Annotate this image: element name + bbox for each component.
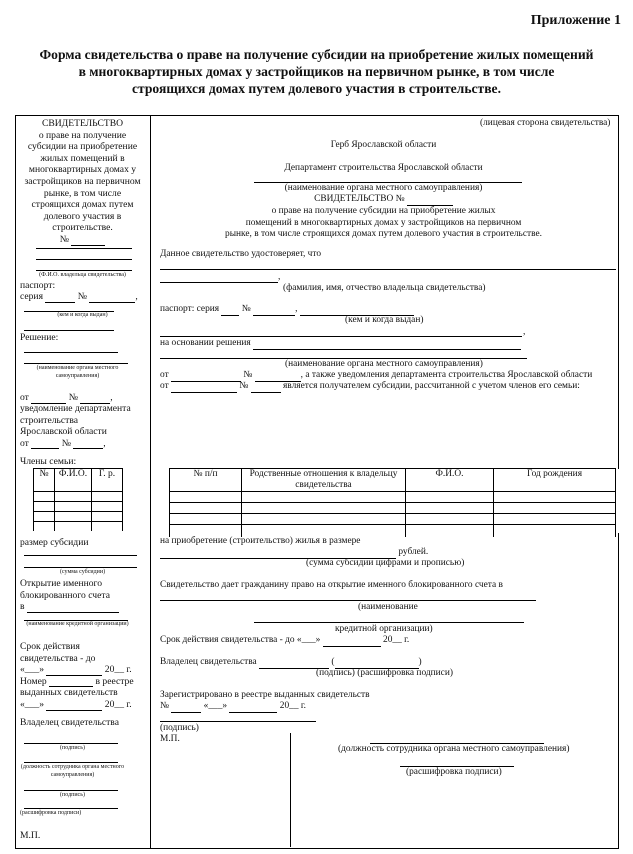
department-label: Департамент строительства Ярославской области xyxy=(284,163,483,173)
decision-date-field[interactable] xyxy=(171,371,241,382)
col-header: Ф.И.О. xyxy=(406,469,494,492)
table-cell[interactable] xyxy=(242,492,406,503)
rubles-label: рублей. xyxy=(398,547,429,557)
decision-line-1[interactable] xyxy=(24,352,118,353)
cert-line: рынке, в том числе строящихся домах путем долевого участия в строительстве. xyxy=(225,229,542,239)
table-row xyxy=(34,502,123,512)
register-label: Номер xyxy=(20,675,47,687)
table-cell[interactable] xyxy=(34,492,55,502)
no-label: № xyxy=(160,701,169,711)
stub-subtitle-line: субсидии на приобретение xyxy=(27,141,138,153)
stub-number-field[interactable] xyxy=(71,235,105,246)
no-label: № xyxy=(77,291,87,302)
cert-number-field[interactable] xyxy=(407,195,453,206)
notice-date-field[interactable] xyxy=(171,382,237,393)
month-field[interactable] xyxy=(46,665,102,676)
notice-date-field[interactable] xyxy=(31,438,59,449)
number-label: № xyxy=(59,233,69,245)
cert-description xyxy=(150,206,617,241)
cert-number-row xyxy=(150,194,617,206)
stub-subtitle-line: строящихся домах путем xyxy=(31,199,134,211)
no-label: № xyxy=(68,392,78,403)
no-label: № xyxy=(239,381,249,391)
passport-row: паспорт: серия № , xyxy=(160,304,414,316)
title-line: в многоквартирных домах у застройщиков на первичном рынке, в том числе xyxy=(78,64,555,79)
table-cell[interactable] xyxy=(170,514,242,525)
table-cell[interactable] xyxy=(406,514,494,525)
subsidy-label: размер субсидии xyxy=(20,537,89,548)
notice-line: уведомление департамента xyxy=(20,403,131,414)
form-title xyxy=(0,46,633,97)
no-label: № xyxy=(241,304,251,314)
table-cell[interactable] xyxy=(34,512,55,522)
amount-field[interactable] xyxy=(160,548,396,559)
owner-name-line-2[interactable] xyxy=(160,282,278,283)
validity-line: Срок действия xyxy=(20,641,80,652)
account-line: в xyxy=(20,601,25,613)
notice-date-row: от № , xyxy=(20,437,106,449)
day-field[interactable]: «___» xyxy=(20,698,44,710)
recipient-tail: является получателем субсидии, рассчитанной с учетом членов его семьи: xyxy=(283,381,580,391)
notice-line: строительства xyxy=(20,414,79,426)
owner-caption: (фамилия, имя, отчество владельца свидетельства) xyxy=(283,283,486,293)
bank-line-1[interactable] xyxy=(160,600,536,601)
notice-row xyxy=(160,370,592,382)
validity-block xyxy=(20,641,145,711)
table-cell[interactable] xyxy=(494,503,616,514)
registered-text: Зарегистрировано в реестре выданных свидетельств xyxy=(160,690,370,700)
owner-caption: (Ф.И.О. владельца свидетельства) xyxy=(39,272,126,278)
table-cell[interactable] xyxy=(494,525,616,538)
table-row xyxy=(34,512,123,522)
from-label: от xyxy=(20,437,29,449)
table-cell[interactable] xyxy=(34,502,55,512)
decode-caption: (расшифровка подписи) xyxy=(406,767,502,777)
account-line: блокированного счета xyxy=(20,589,110,601)
table-cell[interactable] xyxy=(92,492,123,502)
coat-of-arms-label: Герб Ярославской области xyxy=(330,140,437,150)
title-line: строящихся домах путем долевого участия в строительстве. xyxy=(131,81,501,96)
family-label: Члены семьи: xyxy=(20,456,77,467)
passport-label: паспорт: xyxy=(20,280,56,291)
holder-label: Владелец свидетельства xyxy=(160,657,257,667)
bank-caption-2: кредитной организации) xyxy=(335,624,433,634)
sign-caption: (подпись) xyxy=(60,792,85,798)
table-cell[interactable] xyxy=(92,512,123,522)
from-label: от xyxy=(160,370,169,380)
passport-number-field[interactable] xyxy=(89,292,135,303)
purchase-text: на приобретение (строительство) жилья в размере xyxy=(160,536,361,546)
cert-number-label: СВИДЕТЕЛЬСТВО № xyxy=(314,194,405,204)
recipient-row xyxy=(160,381,580,393)
from-label: от xyxy=(20,392,29,403)
frame-gap xyxy=(616,469,620,533)
issued-line-2[interactable] xyxy=(24,330,114,331)
decode-caption: (расшифровка подписи) xyxy=(20,810,82,816)
table-cell[interactable] xyxy=(55,512,92,522)
bank-caption-1: (наименование xyxy=(358,602,418,612)
passport-series-field[interactable] xyxy=(221,305,239,316)
table-cell[interactable] xyxy=(170,492,242,503)
register-number-field[interactable] xyxy=(49,676,93,687)
passport-issued-field[interactable] xyxy=(300,305,414,316)
table-cell[interactable] xyxy=(92,522,123,532)
stub-family-table xyxy=(33,468,123,531)
year-suffix: 20__ г. xyxy=(104,698,132,710)
validity-month-field[interactable] xyxy=(323,636,381,647)
table-row xyxy=(34,522,123,532)
stub-subtitle-line: строительстве. xyxy=(52,222,113,234)
month-field[interactable] xyxy=(46,700,102,711)
bank-field[interactable] xyxy=(27,602,119,613)
passport-number-field[interactable] xyxy=(253,305,295,316)
series-row: серия № , xyxy=(20,291,138,302)
table-cell[interactable] xyxy=(242,514,406,525)
position-caption: (должность сотрудника органа местного самоуправления) xyxy=(338,744,570,754)
cert-line: помещений в многоквартирных домах у застройщиков на первичном xyxy=(245,217,522,228)
year-suffix: 20__ г. xyxy=(104,664,132,676)
no-label: № xyxy=(243,370,253,380)
table-row xyxy=(34,492,123,502)
decision-date-field[interactable] xyxy=(31,393,66,404)
registry-month-field[interactable] xyxy=(229,702,277,713)
signature-separator xyxy=(290,733,291,847)
table-cell[interactable] xyxy=(494,492,616,503)
decision-label: Решение: xyxy=(20,332,59,343)
table-cell[interactable] xyxy=(92,502,123,512)
table-row xyxy=(170,514,616,525)
notice-tail: , а также уведомления департамента строительства Ярославской области xyxy=(300,370,593,380)
bank-caption: (наименование кредитной организации) xyxy=(26,621,129,627)
col-header: № п/п xyxy=(170,469,242,492)
year-suffix: 20__ г. xyxy=(383,635,410,645)
notice-number-field[interactable] xyxy=(73,438,103,449)
account-text: Свидетельство дает гражданину право на открытие именного блокированного счета в xyxy=(160,580,503,590)
table-cell[interactable] xyxy=(55,502,92,512)
owner-name-line-1[interactable] xyxy=(160,269,616,270)
table-row xyxy=(170,492,616,503)
no-label: № xyxy=(61,437,71,449)
table-cell[interactable] xyxy=(406,503,494,514)
table-cell[interactable] xyxy=(170,503,242,514)
sign-caption: (подпись) xyxy=(60,745,85,751)
table-cell[interactable] xyxy=(406,492,494,503)
validity-row xyxy=(160,635,409,647)
registry-number-field[interactable] xyxy=(171,702,201,713)
table-row xyxy=(170,503,616,514)
registry-row xyxy=(160,701,306,713)
owner-line-2[interactable] xyxy=(36,259,132,260)
stub-subtitle-line: многоквартирных домах у xyxy=(28,164,137,176)
passport-series-label: паспорт: серия xyxy=(160,304,220,314)
stub-subtitle-line: рынке, в том числе xyxy=(43,187,122,199)
col-header: Родственные отношения к владельцу свидетельства xyxy=(242,469,406,492)
series-label: серия xyxy=(20,291,43,302)
validity-line: свидетельства - до xyxy=(20,652,96,664)
table-cell[interactable] xyxy=(34,522,55,532)
from-label: от xyxy=(160,381,169,391)
stub-subtitle-line: застройщиков на первичном xyxy=(24,175,141,187)
holder-caption: (подпись) (расшифровка подписи) xyxy=(316,668,453,678)
register-line2: выданных свидетельств xyxy=(20,687,118,699)
table-cell[interactable] xyxy=(55,492,92,502)
col-header: Г. р. xyxy=(92,469,123,492)
authority-caption-2: (наименование органа местного самоуправления) xyxy=(285,359,483,369)
col-header: Ф.И.О. xyxy=(55,469,92,492)
validity-text: Срок действия свидетельства - до «___» xyxy=(160,635,321,645)
stamp-label: М.П. xyxy=(160,734,180,744)
stub-subtitle-line: о праве на получение xyxy=(38,129,127,141)
issued-caption: (кем и когда выдан) xyxy=(57,312,108,318)
holder-row: Владелец свидетельства ( ) xyxy=(160,657,422,667)
registry-sign-line[interactable] xyxy=(160,721,316,722)
face-side-label: (лицевая сторона свидетельства) xyxy=(480,118,611,128)
cert-line: о праве на получение субсидии на приобретение жилых xyxy=(271,206,496,216)
issued-line-2[interactable] xyxy=(160,336,522,337)
title-line: Форма свидетельства о праве на получение субсидии на приобретение жилых помещений xyxy=(39,47,594,62)
year-suffix: 20__ г. xyxy=(279,701,306,711)
stub-number-row xyxy=(20,234,145,246)
stub-subtitle-line: долевого участия в xyxy=(43,210,122,222)
position-caption: (должность сотрудника органа местного самоуправления) xyxy=(20,764,125,778)
notice-number-field[interactable] xyxy=(251,382,281,393)
appendix-label: Приложение 1 xyxy=(530,13,621,28)
family-table xyxy=(169,468,616,537)
decision-row xyxy=(160,338,521,350)
stamp-label: М.П. xyxy=(20,830,41,841)
decision-number-field[interactable] xyxy=(255,371,301,382)
stub-subtitle-line: жилых помещений в xyxy=(40,152,125,164)
amount-row xyxy=(160,547,428,559)
registry-day-field[interactable]: «___» xyxy=(203,701,228,711)
bank-line-2[interactable] xyxy=(254,622,524,623)
table-cell[interactable] xyxy=(494,514,616,525)
register-suffix: в реестре xyxy=(95,675,134,687)
certifies-text: Данное свидетельство удостоверяет, что xyxy=(160,249,322,259)
day-field[interactable]: «___» xyxy=(20,664,44,676)
table-cell[interactable] xyxy=(55,522,92,532)
notice-line: Ярославской области xyxy=(20,426,107,438)
notice-block xyxy=(20,403,145,449)
subsidy-line-1[interactable] xyxy=(24,555,137,556)
owner-line-1[interactable] xyxy=(36,248,132,249)
account-block xyxy=(20,578,145,613)
account-line: Открытие именного xyxy=(20,578,103,589)
authority-caption: (наименование органа местного самоуправления) xyxy=(36,365,119,379)
sign-caption: (подпись) xyxy=(160,723,199,733)
decision-field[interactable] xyxy=(253,339,521,350)
decision-date-row: от № , xyxy=(20,392,113,403)
subsidy-caption: (сумма субсидии) xyxy=(59,569,106,575)
authority-caption: (наименование органа местного самоуправления) xyxy=(284,183,483,193)
col-header: Год рождения xyxy=(494,469,616,492)
table-cell[interactable] xyxy=(406,525,494,538)
holder-label: Владелец свидетельства xyxy=(20,717,119,728)
decision-number-field[interactable] xyxy=(80,393,110,404)
holder-decode-field[interactable] xyxy=(335,658,419,669)
holder-sign-field[interactable] xyxy=(259,658,329,669)
amount-caption: (сумма субсидии цифрами и прописью) xyxy=(306,558,465,568)
based-on-label: на основании решения xyxy=(160,338,251,348)
col-header: № xyxy=(34,469,55,492)
stub-header xyxy=(20,118,145,246)
series-field[interactable] xyxy=(45,292,75,303)
issued-caption: (кем и когда выдан) xyxy=(345,315,424,325)
table-cell[interactable] xyxy=(242,503,406,514)
stub-heading: СВИДЕТЕЛЬСТВО xyxy=(41,118,124,129)
